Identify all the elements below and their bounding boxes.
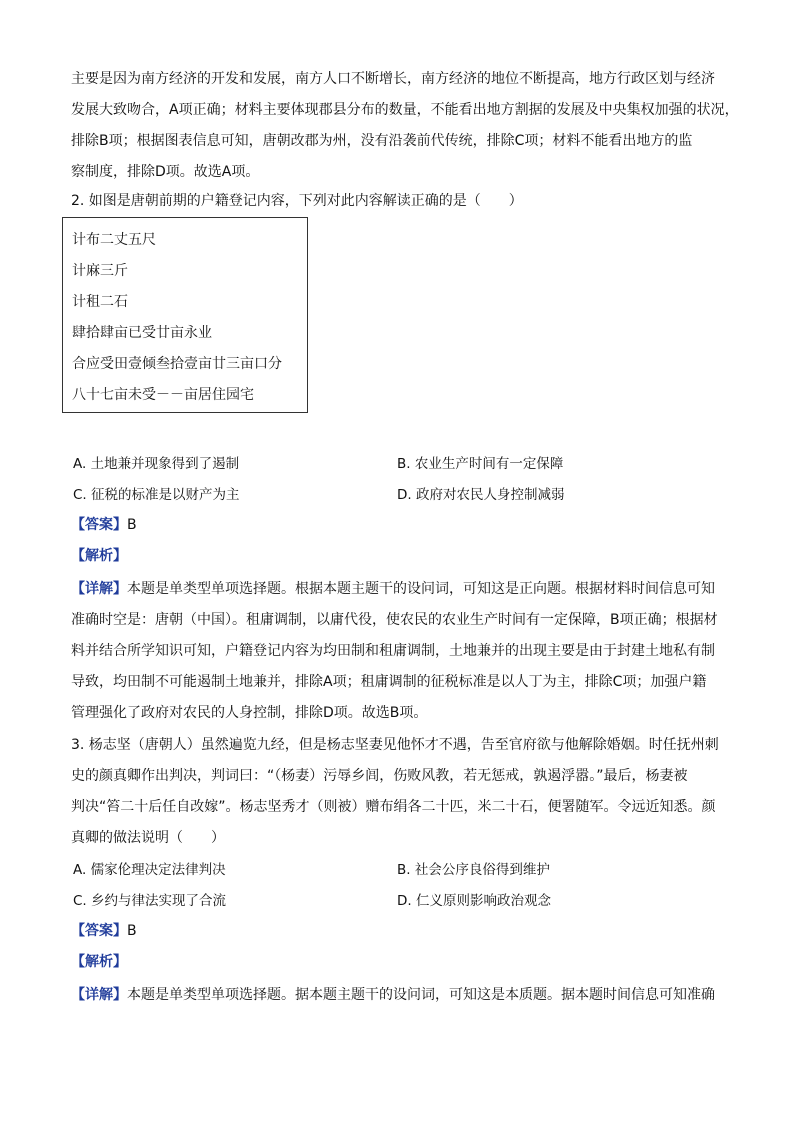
analysis-tag: 【解析】	[71, 548, 127, 564]
register-line: 八十七亩未受－－亩居住园宅	[72, 387, 254, 403]
q3-option-a[interactable]: A. 儒家伦理决定法律判决	[73, 862, 226, 878]
question-2-stem: 2. 如图是唐朝前期的户籍登记内容，下列对此内容解读正确的是（ ）	[71, 193, 523, 209]
paragraph-line: 察制度，排除D项。故选A项。	[71, 164, 260, 180]
question-3-stem: 真卿的做法说明（ ）	[71, 830, 225, 846]
register-line: 计租二石	[72, 294, 128, 310]
answer-tag: 【答案】	[71, 517, 127, 533]
household-register-box	[62, 217, 308, 413]
register-line: 计布二丈五尺	[72, 232, 156, 248]
q2-option-a[interactable]: A. 土地兼并现象得到了遏制	[73, 456, 240, 472]
answer-value: B	[127, 923, 137, 939]
q3-option-d[interactable]: D. 仁义原则影响政治观念	[397, 893, 551, 909]
question-3-stem: 史的颜真卿作出判决，判词曰：“（杨妻）污辱乡闾，伤败风教，若无惩戒，孰遏浮嚣。”最后，杨妻被	[71, 768, 688, 784]
detail-text: 本题是单类型单项选择题。根据本题主题干的设问词，可知这是正向题。根据材料时间信息可知	[127, 581, 715, 597]
q2-detail-line	[71, 580, 715, 598]
q2-option-b[interactable]: B. 农业生产时间有一定保障	[397, 456, 564, 472]
q3-option-c[interactable]: C. 乡约与律法实现了合流	[73, 893, 227, 909]
q2-analysis	[71, 547, 127, 565]
analysis-tag: 【解析】	[71, 954, 127, 970]
q3-answer	[71, 922, 137, 940]
q2-detail-line: 管理强化了政府对农民的人身控制，排除D项。故选B项。	[71, 705, 428, 721]
paragraph-line: 排除B项；根据图表信息可知，唐朝改郡为州，没有沿袭前代传统，排除C项；材料不能看出地方的监	[71, 133, 693, 149]
register-line: 肆拾肆亩已受廿亩永业	[72, 325, 212, 341]
q2-detail-line: 料并结合所学知识可知，户籍登记内容为均田制和租庸调制，土地兼并的出现主要是由于封建土地私有制	[71, 643, 715, 659]
q3-option-b[interactable]: B. 社会公序良俗得到维护	[397, 862, 550, 878]
q3-detail-line	[71, 986, 715, 1004]
answer-tag: 【答案】	[71, 923, 127, 939]
question-3-stem: 判决“笞二十后任自改嫁”。杨志坚秀才（则被）赠布绢各二十匹，米二十石，便署随军。令远近知悉。颜	[71, 799, 716, 815]
register-line: 计麻三斤	[72, 263, 128, 279]
q2-detail-line: 准确时空是：唐朝（中国）。租庸调制，以庸代役，使农民的农业生产时间有一定保障，B项正确；根据材	[71, 612, 718, 628]
q2-option-c[interactable]: C. 征税的标准是以财产为主	[73, 487, 240, 503]
q2-answer	[71, 516, 137, 534]
detail-tag: 【详解】	[71, 987, 127, 1003]
q2-detail-line: 导致，均田制不可能遏制土地兼并，排除A项；租庸调制的征税标准是以人丁为主，排除C项；加强户籍	[71, 674, 707, 690]
detail-tag: 【详解】	[71, 581, 127, 597]
q2-option-d[interactable]: D. 政府对农民人身控制减弱	[397, 487, 565, 503]
question-3-stem: 3. 杨志坚（唐朝人）虽然遍览九经，但是杨志坚妻见他怀才不遇，告至官府欲与他解除婚姻。时任抚州刺	[71, 737, 719, 753]
detail-text: 本题是单类型单项选择题。据本题主题干的设问词，可知这是本质题。据本题时间信息可知准确	[127, 987, 715, 1003]
answer-value: B	[127, 517, 137, 533]
q3-analysis	[71, 953, 127, 971]
paragraph-line: 发展大致吻合，A项正确；材料主要体现郡县分布的数量，不能看出地方割据的发展及中央集权加强的状况，	[71, 102, 739, 118]
paragraph-line: 主要是因为南方经济的开发和发展，南方人口不断增长，南方经济的地位不断提高，地方行政区划与经济	[71, 71, 715, 87]
register-line: 合应受田壹倾叁拾壹亩廿三亩口分	[72, 356, 282, 372]
